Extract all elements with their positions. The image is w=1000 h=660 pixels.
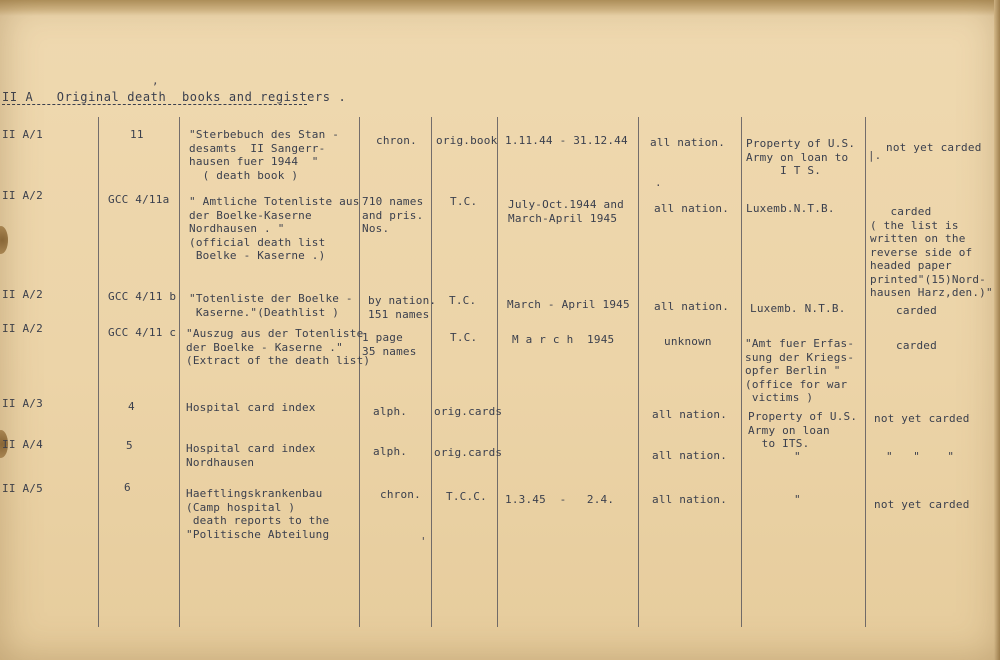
row-title: Haeftlingskrankenbau (Camp hospital ) death reports to the "Politische Abteilung [186, 487, 330, 541]
row-id: II A/4 [2, 438, 43, 451]
row-ref: GCC 4/11a [108, 193, 170, 206]
row-title: Hospital card index Nordhausen [186, 442, 316, 469]
row-nationality: all nation. [650, 136, 726, 149]
row-arrangement: by nation. 151 names [368, 294, 437, 321]
row-id: II A/2 [2, 189, 43, 202]
row-source: " [794, 450, 801, 463]
row-id: II A/1 [2, 128, 43, 141]
punch-hole [0, 226, 8, 254]
row-nationality: all nation. [654, 300, 730, 313]
column-rule [431, 117, 432, 627]
pen-mark: |. [868, 149, 882, 162]
row-type: orig.book [436, 134, 498, 147]
row-type: orig.cards [434, 446, 503, 459]
row-id: II A/2 [2, 322, 43, 335]
row-period: July-Oct.1944 and March-April 1945 [508, 198, 624, 225]
row-id: II A/3 [2, 397, 43, 410]
row-title: "Sterbebuch des Stan - desamts II Sangerr- hausen fuer 1944 " ( death book ) [189, 128, 340, 182]
row-arrangement: chron. [380, 488, 421, 501]
pen-mark: ' [420, 535, 427, 548]
row-nationality: all nation. [652, 408, 728, 421]
row-arrangement: chron. [376, 134, 417, 147]
row-source: Property of U.S. Army on loan to ITS. [748, 410, 858, 450]
row-arrangement: 710 names and pris. Nos. [362, 195, 424, 235]
row-id: II A/2 [2, 288, 43, 301]
row-source: Luxemb. N.T.B. [750, 302, 846, 315]
row-ref: GCC 4/11 c [108, 326, 177, 339]
row-source: Property of U.S. Army on loan to I T S. [746, 137, 856, 177]
row-status: carded [896, 304, 937, 317]
row-period: M a r c h 1945 [512, 333, 615, 346]
row-nationality: all nation. [654, 202, 730, 215]
row-period: 1.11.44 - 31.12.44 [505, 134, 628, 147]
row-period: 1.3.45 - 2.4. [505, 493, 615, 506]
row-source: Luxemb.N.T.B. [746, 202, 835, 215]
row-nationality: all nation. [652, 449, 728, 462]
row-type: T.C. [450, 195, 478, 208]
column-rule [179, 117, 180, 627]
row-ref: 5 [126, 439, 133, 452]
page-right-edge [994, 0, 1000, 660]
row-title: Hospital card index [186, 401, 316, 414]
row-id: II A/5 [2, 482, 43, 495]
column-rule [497, 117, 498, 627]
row-arrangement: 1 page 35 names [362, 331, 417, 358]
row-status: carded [896, 339, 937, 352]
pen-mark: . [655, 176, 662, 189]
column-rule [98, 117, 99, 627]
row-type: orig.cards [434, 405, 503, 418]
column-rule [638, 117, 639, 627]
row-type: T.C.C. [446, 490, 487, 503]
heading-underline [2, 104, 307, 105]
row-source: "Amt fuer Erfas- sung der Kriegs- opfer Berlin " (office for war victims ) [745, 337, 855, 404]
section-heading: II A Original death books and registers . [2, 90, 347, 104]
column-rule [865, 117, 866, 627]
row-arrangement: alph. [373, 445, 408, 458]
row-status: not yet carded [886, 141, 982, 154]
column-rule [359, 117, 360, 627]
row-arrangement: alph. [373, 405, 408, 418]
row-title: "Auszug aus der Totenliste der Boelke - Kaserne ." (Extract of the death list) [186, 327, 371, 367]
row-ref: 4 [128, 400, 135, 413]
row-status: not yet carded [874, 412, 970, 425]
column-rule [741, 117, 742, 627]
row-period: March - April 1945 [507, 298, 630, 311]
row-nationality: unknown [664, 335, 712, 348]
row-ref: 11 [130, 128, 144, 141]
row-type: T.C. [449, 294, 477, 307]
page-top-edge [0, 0, 1000, 16]
row-status: not yet carded [874, 498, 970, 511]
row-status: " " " [886, 450, 955, 463]
row-status: carded ( the list is written on the reverse side of headed paper printed"(15)Nord- hausen Harz,den.)" [870, 205, 993, 299]
row-type: T.C. [450, 331, 478, 344]
row-ref: 6 [124, 481, 131, 494]
row-nationality: all nation. [652, 493, 728, 506]
row-title: " Amtliche Totenliste aus der Boelke-Kaserne Nordhausen . " (official death list Boelke - Kaserne .) [189, 195, 360, 262]
row-ref: GCC 4/11 b [108, 290, 177, 303]
row-title: "Totenliste der Boelke - Kaserne."(Deathlist ) [189, 292, 353, 319]
row-source: " [794, 493, 801, 506]
pen-mark: , [152, 74, 159, 87]
